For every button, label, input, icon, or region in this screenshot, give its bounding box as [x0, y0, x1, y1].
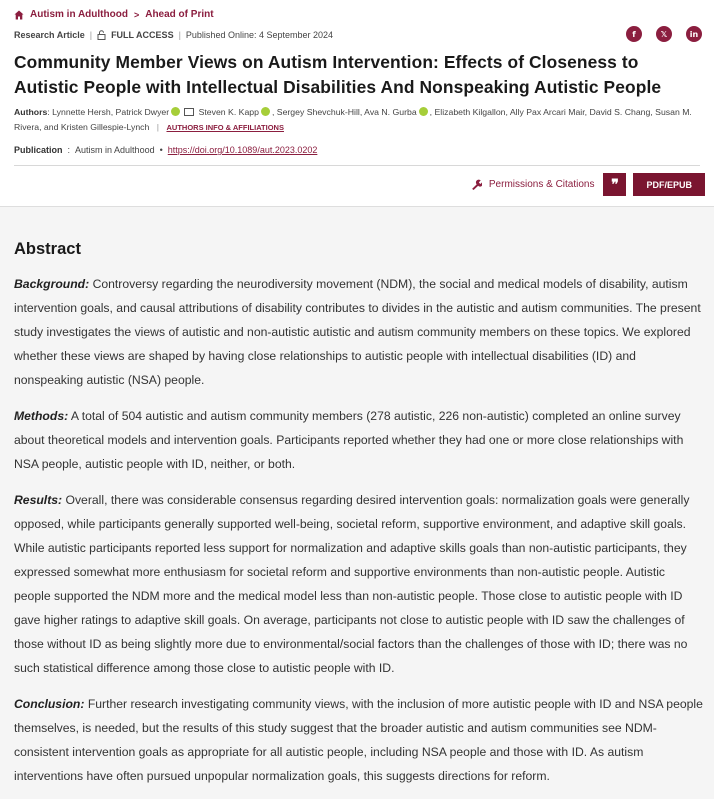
pdf-epub-button[interactable]: PDF/EPUB [633, 173, 705, 196]
background-label: Background: [14, 277, 90, 291]
breadcrumb-section-link[interactable]: Ahead of Print [145, 9, 214, 20]
home-icon[interactable] [14, 10, 24, 20]
linkedin-icon[interactable]: in [686, 26, 702, 42]
publication-journal: Autism in Adulthood [75, 145, 155, 155]
divider: | [178, 30, 181, 40]
cite-button[interactable]: ❞ [603, 173, 626, 196]
author-list: Authors: Lynnette Hersh, Patrick Dwyer Steven K. Kapp , Sergey Shevchuk-Hill, Ava N. Gurba , Elizabeth Kilgallon, Ally Pax Arcari Mair, David S. Chang, Susan M. Rivera, and Kristen Gillespie-Lynch | AUTHORS INFO & AFFILIATIONS [14, 107, 692, 132]
methods-text: A total of 504 autistic and autism community members (278 autistic, 226 non-autistic) completed an online survey about theoretical models and intervention goals. Participants reported whether they had one or more close relationships with NSA people, autistic people with ID, neither, or both. [14, 409, 684, 471]
x-twitter-icon[interactable]: 𝕏 [656, 26, 672, 42]
authors-affiliations-link[interactable]: AUTHORS INFO & AFFILIATIONS [166, 123, 284, 132]
publication-info [14, 145, 317, 155]
divider: | [89, 30, 93, 40]
mail-icon[interactable] [184, 108, 194, 116]
unlock-icon [97, 30, 106, 40]
access-badge: FULL ACCESS [111, 30, 174, 40]
author-names[interactable]: Lynnette Hersh, Patrick Dwyer [52, 107, 170, 117]
permissions-label: Permissions & Citations [488, 179, 595, 190]
bullet: • [159, 145, 163, 155]
publication-label: Publication [14, 145, 63, 155]
orcid-icon[interactable] [171, 107, 180, 116]
background-text: Controversy regarding the neurodiversity movement (NDM), the social and medical models of disability, autism intervention goals, and causal attributions of disability contributes to divides in the autistic and autism communities. The present study investigates the views of autistic and non-autistic autistic and autism community members on these topics. We explored whether these views are shaped by having close relationships to autistic people with intellectual disabilities (ID) and nonspeaking autistic (NSA) people. [14, 277, 701, 387]
orcid-icon[interactable] [261, 107, 270, 116]
colon: : [67, 145, 71, 155]
abstract-conclusion [14, 692, 704, 788]
header-divider [14, 165, 700, 166]
permissions-citations-link[interactable] [471, 179, 595, 190]
abstract-methods [14, 404, 704, 476]
published-date: Published Online: 4 September 2024 [185, 30, 334, 40]
article-meta [14, 30, 333, 40]
doi-link[interactable]: https://doi.org/10.1089/aut.2023.0202 [167, 145, 318, 155]
conclusion-label: Conclusion: [14, 697, 85, 711]
wrench-icon [471, 179, 482, 190]
abstract-section [0, 206, 714, 799]
chevron-right-icon: > [133, 9, 140, 20]
authors-label: Authors [14, 107, 48, 117]
article-actions [471, 173, 705, 196]
author-names[interactable]: Steven K. Kapp [198, 107, 259, 117]
methods-label: Methods: [14, 409, 69, 423]
article-header [0, 0, 714, 206]
conclusion-text: Further research investigating community views, with the inclusion of more autistic people with ID and NSA people themselves, is needed, but the results of this study suggest that the broader autistic and autism communities see NDM-consistent intervention goals as appropriate for all autistic people, including NSA people and those with ID. As autism interventions have often pursued unpopular normalization goals, this suggests directions for reform. [14, 697, 703, 783]
breadcrumb-journal-link[interactable]: Autism in Adulthood [30, 9, 128, 20]
abstract-heading: Abstract [14, 240, 81, 258]
author-names[interactable]: Elizabeth Kilgallon, Ally Pax Arcari Mair, David S. Chang, Susan M. Rivera, and Kristen Gillespie-Lynch [14, 107, 692, 132]
divider: | [156, 122, 160, 132]
article-type: Research Article [14, 30, 85, 40]
author-names[interactable]: Sergey Shevchuk-Hill, Ava N. Gurba [276, 107, 417, 117]
orcid-icon[interactable] [419, 107, 428, 116]
results-text: Overall, there was considerable consensus regarding desired intervention goals: normalization goals were generally opposed, while participants generally supported well-being, societal reform, supportive environment, and adaptive skill goals. While autistic participants reported less support for normalization and adaptive skills goals than non-autistic participants, they expressed somewhat more enthusiasm for societal reform and supportive environments than non-autistic people. Autistic people supported the NDM more and the medical model less than non-autistic people. Those close to autistic people with ID gave higher ratings to adaptive skill goals. On average, participants not close to autistic people with ID saw the challenges of those without ID as being slightly more due to environmental/social factors than the challenges of those with ID; there was no such statistical difference among those close to autistic people with ID. [14, 493, 690, 675]
results-label: Results: [14, 493, 63, 507]
social-share [626, 26, 702, 42]
article-title: Community Member Views on Autism Intervention: Effects of Closeness to Autistic People with Intellectual Disabilities And Nonspeaking Autistic People [14, 52, 662, 97]
facebook-icon[interactable]: f [626, 26, 642, 42]
abstract-results [14, 488, 704, 680]
abstract-background [14, 272, 704, 392]
breadcrumb [14, 9, 214, 20]
